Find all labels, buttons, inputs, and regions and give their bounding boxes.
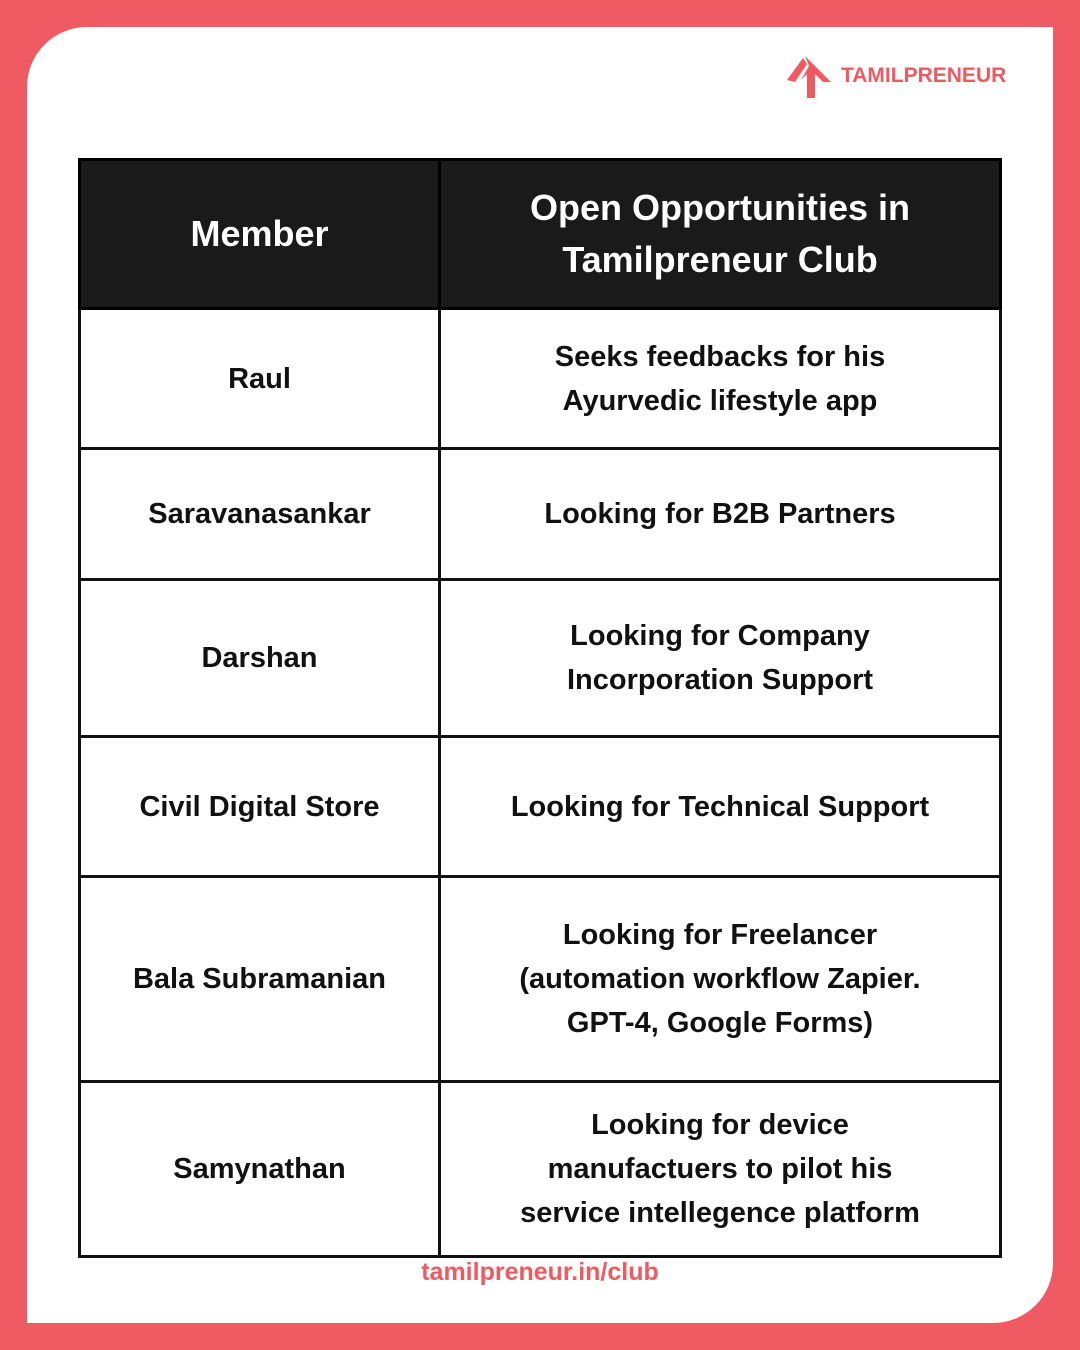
house-arrow-icon [785, 52, 833, 100]
table-row [80, 737, 1001, 877]
member-cell: Civil Digital Store [80, 737, 440, 877]
header-member: Member [80, 160, 440, 309]
member-cell: Darshan [80, 580, 440, 737]
opportunity-cell: Looking for device manufactuers to pilot his service intellegence platform [440, 1082, 1001, 1257]
member-cell: Samynathan [80, 1082, 440, 1257]
member-cell: Raul [80, 309, 440, 449]
opportunities-table [78, 158, 1002, 1258]
table-row [80, 449, 1001, 580]
table-row [80, 580, 1001, 737]
table-row [80, 309, 1001, 449]
member-cell: Saravanasankar [80, 449, 440, 580]
club-link[interactable]: tamilpreneur.in/club [421, 1258, 659, 1286]
opportunity-cell: Seeks feedbacks for his Ayurvedic lifestyle app [440, 309, 1001, 449]
opportunity-cell: Looking for Freelancer (automation workflow Zapier. GPT-4, Google Forms) [440, 877, 1001, 1082]
opportunity-cell: Looking for B2B Partners [440, 449, 1001, 580]
opportunity-cell: Looking for Company Incorporation Support [440, 580, 1001, 737]
table-row [80, 877, 1001, 1082]
opportunity-cell: Looking for Technical Support [440, 737, 1001, 877]
table-row [80, 1082, 1001, 1257]
brand-logo [785, 52, 1006, 100]
table-header [80, 160, 1001, 309]
brand-name: TAMILPRENEUR [841, 64, 1007, 87]
header-opportunities: Open Opportunities in Tamilpreneur Club [440, 160, 1001, 309]
member-cell: Bala Subramanian [80, 877, 440, 1082]
